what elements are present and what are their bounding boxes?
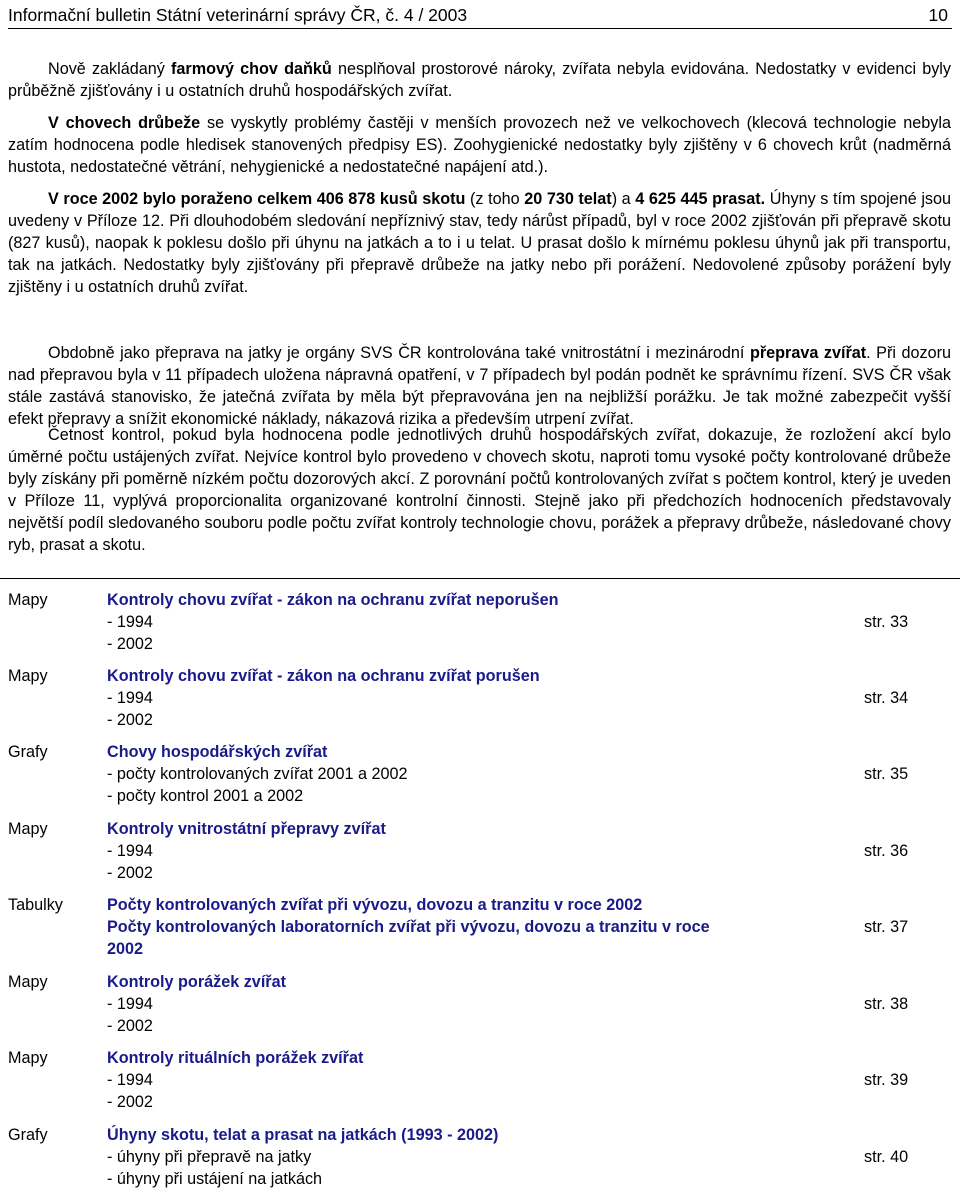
- appendix-subitem: - 1994: [107, 1071, 153, 1089]
- appendix-title[interactable]: Kontroly chovu zvířat - zákon na ochranu zvířat neporušen: [107, 591, 559, 609]
- appendix-subitem: - 1994: [107, 995, 153, 1013]
- appendix-page-ref: str. 37: [864, 918, 909, 936]
- appendix-page-ref: str. 38: [864, 995, 909, 1013]
- page-number: 10: [928, 5, 948, 25]
- appendix-title[interactable]: Kontroly chovu zvířat - zákon na ochranu zvířat porušen: [107, 667, 540, 685]
- appendix-page-ref: str. 39: [864, 1071, 909, 1089]
- appendix-category: Mapy: [8, 820, 48, 838]
- paragraph-transport: Obdobně jako přeprava na jatky je orgány SVS ČR kontrolována také vnitrostátní i mezinárodní přeprava zvířat. Při dozoru nad přepravou byla v 11 případech uložena nápravná opatření, v 7 případech byl podán podnět ke správnímu řízení. SVS ČR však stále zastává stanovisko, že jatečná zvířata by měla být přepravována jen na nejbližší porážku. Je tak možné zabezpečit vyšší efekt přepravy a snížit ekonomické náklady, nákazová rizika a především utrpení zvířat.: [8, 344, 951, 428]
- appendix-subitem: - 1994: [107, 613, 153, 631]
- bulletin-title: Informační bulletin Státní veterinární správy ČR, č. 4 / 2003: [8, 5, 468, 25]
- appendix-subitem: - 2002: [107, 635, 153, 653]
- appendix-subitem: - 2002: [107, 864, 153, 882]
- appendix-title[interactable]: 2002: [107, 940, 144, 958]
- appendix-subitem: - počty kontrol 2001 a 2002: [107, 787, 304, 805]
- appendix-row[interactable]: [0, 1114, 960, 1190]
- appendix-category: Mapy: [8, 1049, 48, 1067]
- paragraph-poultry: V chovech drůbeže se vyskytly problémy častěji v menších provozech než ve velkochovech (klecová technologie nebyla zatím hodnocena podle hledisek stanovených předpisy ES). Zoohygienické nedostatky byly zjištěny v 6 chovech krůt (nadměrná hustota, nedostatečné větrání, nehygienické a nedostatečné napájení atd.).: [8, 114, 951, 176]
- highlight-deer-farm: farmový chov daňků: [171, 60, 332, 78]
- paragraph-slaughter-2002: V roce 2002 bylo poraženo celkem 406 878 kusů skotu (z toho 20 730 telat) a 4 625 445 prasat. Úhyny s tím spojené jsou uvedeny v Příloze 12. Při dlouhodobém sledování nepříznivý stav, tedy nárůst případů, byl v roce 2002 zjišťován při přepravě skotu (827 kusů), naopak k poklesu došlo při úhynu na jatkách a to i u telat. U prasat došlo k mírnému poklesu úhynů jak při transportu, tak na jatkách. Nedostatky byly zjišťovány při přepravě drůbeže na jatky nebo při porážení. Nedovolené způsoby porážení byly zjištěny i u ostatních druhů zvířat.: [8, 190, 952, 296]
- highlight-animal-transport: přeprava zvířat: [749, 344, 867, 362]
- appendix-category: Tabulky: [8, 896, 63, 914]
- page-header: [8, 2, 952, 29]
- highlight-poultry: V chovech drůbeže: [48, 114, 201, 132]
- appendix-subitem: - úhyny při přepravě na jatky: [107, 1148, 312, 1166]
- appendix-page-ref: str. 35: [864, 765, 909, 783]
- appendix-title[interactable]: Úhyny skotu, telat a prasat na jatkách (1993 - 2002): [107, 1126, 499, 1144]
- appendix-row[interactable]: [0, 655, 960, 731]
- appendix-subitem: - 1994: [107, 842, 153, 860]
- appendix-page-ref: str. 36: [864, 842, 909, 860]
- appendix-subitem: - úhyny při ustájení na jatkách: [107, 1170, 323, 1188]
- appendix-subitem: - 2002: [107, 1017, 153, 1035]
- appendix-list: [0, 578, 960, 1199]
- appendix-row[interactable]: [0, 1037, 960, 1113]
- appendix-subitem: - počty kontrolovaných zvířat 2001 a 2002: [107, 765, 408, 783]
- appendix-row[interactable]: [0, 579, 960, 655]
- appendix-row[interactable]: [0, 884, 960, 960]
- appendix-subitem: - 2002: [107, 711, 153, 729]
- paragraph-inspection-frequency: Četnost kontrol, pokud byla hodnocena podle jednotlivých druhů hospodářských zvířat, dokazuje, že rozložení akcí bylo úměrné počtu ustájených zvířat. Nejvíce kontrol bylo provedeno v chovech skotu, naproti tomu vysoké počty kontrolované drůbeže byly získány při poměrně nízkém počtu dozorových akcí. Z porovnání počtů kontrolovaných zvířat s počtem kontrol, který je uveden v Příloze 11, vyplývá proporcionalita organizované kontrolní činnosti. Stejně jako při předchozích hodnoceních představovaly největší podíl sledovaného souboru podle počtu zvířat kontroly technologie chovu, porážek a přepravy drůbeže, následované chovy ryb, prasat a skotu.: [8, 426, 951, 554]
- appendix-title[interactable]: Kontroly rituálních porážek zvířat: [107, 1049, 364, 1067]
- appendix-category: Grafy: [8, 1126, 48, 1144]
- appendix-category: Mapy: [8, 973, 48, 991]
- appendix-title[interactable]: Kontroly vnitrostátní přepravy zvířat: [107, 820, 386, 838]
- appendix-title[interactable]: Kontroly porážek zvířat: [107, 973, 287, 991]
- appendix-category: Mapy: [8, 667, 48, 685]
- appendix-subitem: - 2002: [107, 1093, 153, 1111]
- appendix-category: Mapy: [8, 591, 48, 609]
- paragraph-deer-farm: Nově zakládaný farmový chov daňků nesplňoval prostorové nároky, zvířata nebyla evidována. Nedostatky v evidenci byly průběžně zjišťovány i u ostatních druhů hospodářských zvířat.: [8, 60, 951, 100]
- highlight-calves: 20 730 telat: [524, 190, 612, 208]
- appendix-page-ref: str. 33: [864, 613, 909, 631]
- appendix-page-ref: str. 34: [864, 689, 909, 707]
- highlight-pigs: 4 625 445 prasat.: [635, 190, 766, 208]
- appendix-page-ref: str. 40: [864, 1148, 909, 1166]
- appendix-row[interactable]: [0, 808, 960, 884]
- highlight-cattle-slaughtered: V roce 2002 bylo poraženo celkem 406 878 kusů skotu: [48, 190, 466, 208]
- appendix-subitem: - 1994: [107, 689, 153, 707]
- appendix-row[interactable]: [0, 731, 960, 807]
- appendix-title[interactable]: Počty kontrolovaných laboratorních zvířat při vývozu, dovozu a tranzitu v roce: [107, 918, 710, 936]
- appendix-row[interactable]: [0, 961, 960, 1037]
- appendix-title[interactable]: Chovy hospodářských zvířat: [107, 743, 328, 761]
- appendix-category: Grafy: [8, 743, 48, 761]
- appendix-title[interactable]: Počty kontrolovaných zvířat při vývozu, dovozu a tranzitu v roce 2002: [107, 896, 643, 914]
